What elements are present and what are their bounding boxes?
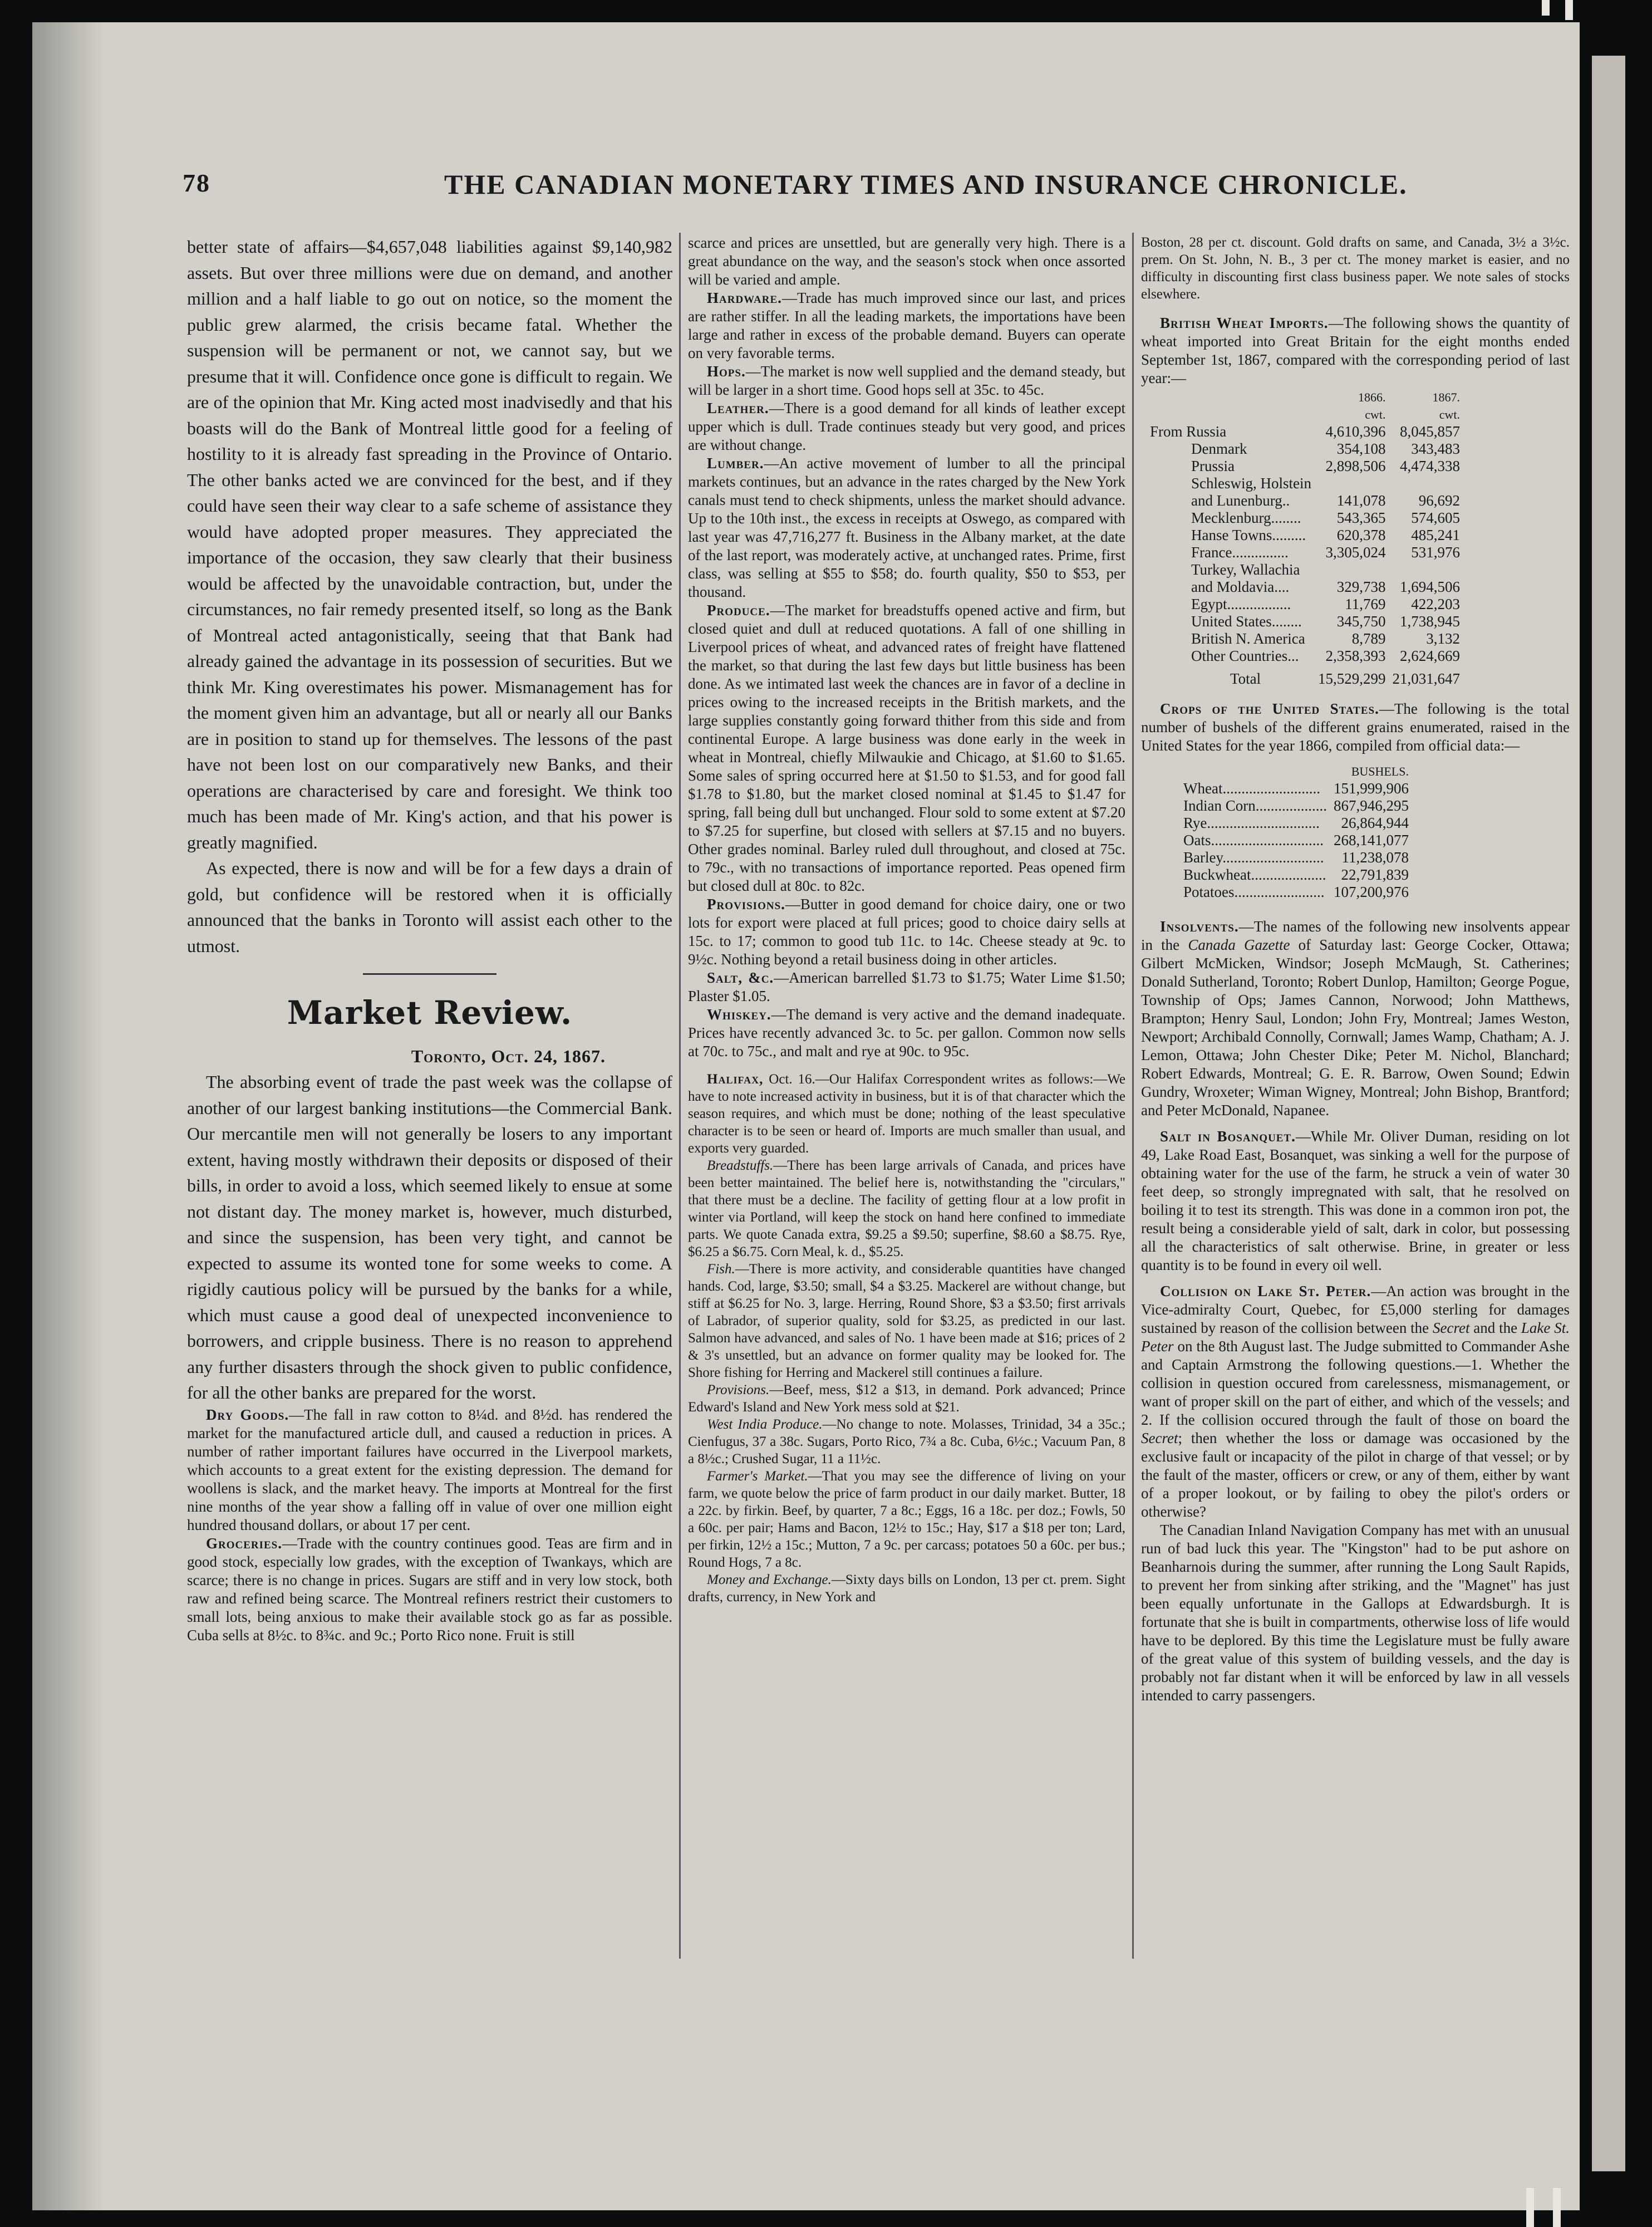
grain-cell: Potatoes........................ [1183,884,1325,900]
fish-paragraph: Fish.—There is more activity, and considerable quantities have changed hands. Cod, large, $3.50; small, $4 a $3.25. Mackerel are without change, but stiff at $6.25 for No. 3, large. Herring, Round Shore, $3 a $3.50; first arrivals of Labrador, of superior quality, sold for $3.25, as predicted in our last. Salmon have advanced, and sales of No. 1 have been made at $16; prices of 2 & 3's unsettled, but an advance on former quality may be looked for. The Shore fishing for Herring and Mackerel still continues a failure. [688,1262,1125,1380]
grain-cell: Indian Corn................... [1183,797,1327,814]
country-cell: Mecklenburg........ [1191,509,1301,526]
leather-paragraph: Leather.—There is a good demand for all kinds of leather except upper which is dull. Trade continues steady but very good, and prices are without change. [688,400,1125,453]
lumber-paragraph: Lumber.—An active movement of lumber to all the principal markets continues, but an advance in the rates charged by the New York canals must tend to check shipments, unless the market should advance. Up to the 10th inst., the excess in receipts at Oswego, as compared with last year was 47,716,277 ft. Business in the Albany market, at the date of the last report, was moderately active, at unchanged rates. Prime, first class, was selling at $55 to $58; do. fourth quality, $50 to $53, per thousand. [688,455,1125,600]
dry-goods-paragraph: Dry Goods.—The fall in raw cotton to 8¼d. and 8½d. has rendered the market for the manufactured article dull, and caused a reduction in prices. A number of rather important failures have occurred in the Liverpool markets, which accounts to a great extent for the existing depression. The demand for woollens is slack, and the market heavy. The imports at Montreal for the first nine months of the year show a falling off in value of over one million eight hundred thousand dollars, or about 17 per cent. [187,1406,672,1533]
editorial-paragraph: As expected, there is now and will be for a few days a drain of gold, but confidence will be restored when it is officially announced that the banks in Toronto will assist each other to the utmost. [187,858,672,956]
page-number: 78 [183,169,210,197]
crops-paragraph: Crops of the United States.—The following is the total number of bushels of the different grains enumerated, raised in the United States for the year 1866, compiled from official data:— [1141,700,1570,754]
header-bushels: BUSHELS. [1351,764,1409,778]
value-1867-cell: 4,474,338 [1400,458,1460,474]
crops-table [1180,763,1412,901]
value-1867-cell [1389,561,1464,578]
country-cell: Prussia [1191,458,1235,474]
masthead-title: THE CANADIAN MONETARY TIMES AND INSURANCE CHRONICLE. [444,169,1408,200]
table-unit-row [1147,406,1463,423]
table-row [1147,613,1463,630]
value-1867-cell: 343,483 [1411,440,1460,457]
insolvents-heading: Insolvents. [1160,918,1239,935]
produce-heading: Produce. [707,602,770,619]
table-row [1147,475,1463,492]
market-paragraph: The absorbing event of trade the past week was the collapse of another of our largest banking institutions—the Commercial Bank. Our mercantile men will not generally be losers to any important extent, having mostly withdrawn their deposits or disposed of their bills, in order to avoid a loss, which seemed likely to ensue at some not distant day. The money market is, however, much disturbed, and since the suspension, has been very tight, and cannot be expected to assume its wonted tone for some weeks to come. A rigidly cautious policy will be pursued by the banks for a while, which must cause a good deal of unexpected inconvenience to borrowers, and cripple business. There is no reason to apprehend any further disasters through the shock given to public confidence, for all the other banks are prepared for the worst. [187,1072,672,1402]
wheat-imports-table [1147,389,1463,688]
table-header-row [1147,389,1463,406]
column-1 [187,234,672,2066]
value-1866-cell: 329,738 [1336,578,1386,595]
table-row [1180,849,1412,866]
country-cell: British N. America [1191,630,1305,647]
value-1866-cell: 620,378 [1336,527,1386,543]
money-exchange-paragraph: Money and Exchange.—Sixty days bills on London, 13 per ct. prem. Sight drafts, currency, in New York and [688,1572,1125,1605]
gazette-name: Canada Gazette [1188,936,1290,953]
table-row [1180,815,1412,832]
wheat-imports-heading: British Wheat Imports. [1160,315,1329,331]
hardware-heading: Hardware. [707,290,782,306]
value-1867-cell: 8,045,857 [1400,423,1460,440]
table-row [1180,797,1412,815]
country-cell: and Moldavia.... [1191,578,1290,595]
breadstuffs-paragraph: Breadstuffs.—There has been large arrivals of Canada, and prices have been better maintained. The belief here is, notwithstanding the "circulars," that there must be a decline. The facility of getting flour at a low profit in winter via Portland, will keep the stock on hand here confined to immediate parts. We quote Canada extra, $9.25 a $9.50; superfine, $8.60 a $8.75. Rye, $6.25 a $6.75. Corn Meal, k. d., $5.25. [688,1158,1125,1259]
insolvents-paragraph: Insolvents.—The names of the following new insolvents appear in the Canada Gazette of Saturday last: George Cocker, Ottawa; Gilbert McMicken, Windsor; Joseph McMaugh, St. Catherines; Donald Sutherland, Toronto; Robert Dunlop, Hamilton; George Pogue, Township of Ops; James Cannon, Norwood; John Matthews, Brampton; Henry Saul, London; John Fry, Montreal; James Weston, Newport; Archibald Connolly, Cornwall; James Wamp, Chatham; A. J. Lemon, Ottawa; John Chester Dike; Peter M. Nichol, Blanchard; Robert Edwards, Montreal; G. E. R. Barrow, Owen Sound; Edwin Gundry, Wroxeter; Wiman Wigney, Montreal; John Bishop, Brantford; and Peter McDonald, Napanee. [1141,918,1570,1119]
breadstuffs-heading: Breadstuffs. [707,1158,774,1173]
section-divider [363,973,496,975]
country-cell: Schleswig, Holstein [1191,475,1311,492]
leather-heading: Leather. [707,400,769,416]
header-year-1867: 1867. [1432,390,1460,404]
farmers-market-heading: Farmer's Market. [707,1469,808,1484]
produce-paragraph: Produce.—The market for breadstuffs opened active and firm, but closed quiet and dull at reduced quotations. A fall of one shilling in Liverpool prices of wheat, and advanced rates of freight have flattened the market, so that during the last few days but little business has been done. As we intimated last week the chances are in favor of a decline in prices owing to the increased receipts in the British markets, and the large supplies constantly going forward thither from this side and from continental Europe. A large business was done early in the week in wheat in Montreal, chiefly Milwaukie and Chicago, at $1.60 to $1.65. Some sales of spring occurred here at $1.50 to $1.53, and for good fall $1.78 to $1.80, but the market closed nominal at $1.45 to $1.47 for spring, fall being dull but unchanged. Flour sold to some extent at $7.20 to $7.25 for superfine, but closed with sellers at $7.15 and no buyers. Other grades nominal. Barley ruled dull throughout, and closed at 75c. to 79c., with no transactions of importance reported. Peas opened firm but closed dull at 80c. to 82c. [688,602,1125,894]
collision-heading: Collision on Lake St. Peter. [1160,1283,1371,1299]
provisions-paragraph: Provisions.—Butter in good demand for choice dairy, one or two lots for export were placed at full prices; good to choice dairy sells at 15c. to 17; common to good tub 11c. to 14c. Cheese steady at 9c. to 9½c. Nothing beyond a retail business doing in other articles. [688,896,1125,968]
table-row [1180,866,1412,884]
value-1867-cell: 485,241 [1411,527,1460,543]
halifax-paragraph: Halifax, Oct. 16.—Our Halifax Correspondent writes as follows:—We have to note increased activity in business, but it is of that character which the season requires, and which must be done; nothing of the least speculative character is to be seen or heard of. Imports are much smaller than usual, and exports very guarded. [688,1072,1125,1156]
value-1866-cell: 4,610,396 [1325,423,1386,440]
country-cell: Other Countries... [1191,648,1299,664]
whiskey-heading: Whiskey. [707,1006,771,1023]
salt-paragraph: Salt, &c.—American barrelled $1.73 to $1.75; Water Lime $1.50; Plaster $1.05. [688,969,1125,1004]
grain-cell: Rye.............................. [1183,815,1320,831]
bushels-cell: 107,200,976 [1333,884,1409,900]
table-row [1147,630,1463,648]
bushels-cell: 867,946,295 [1333,797,1409,814]
value-1867-cell: 531,976 [1411,544,1460,561]
hardware-paragraph: Hardware.—Trade has much improved since our last, and prices are rather stiffer. In all the leading markets, the importations have been large and rather in excess of the probable demand. Buyers can operate on very favorable terms. [688,290,1125,361]
inland-navigation-paragraph: The Canadian Inland Navigation Company has met with an unusual run of bad luck this year. The "Kingston" had to be put ashore on Beanharnois during the summer, after running the Long Sault Rapids, to prevent her from sinking after striking, and the "Magnet" has just been equally unfortunate in the Gallops at Edwardsburgh. It is fortunate that she is built in compartments, otherwise loss of life would have to be deplored. By this time the Legislature must be fully aware of the great value of this system of building vessels, and the day is probably not far distant when it will be enforced by law in all vessels intended to carry passengers. [1141,1522,1570,1704]
table-total-row [1147,665,1463,688]
value-1866-cell: 2,358,393 [1325,648,1386,664]
table-row [1180,780,1412,797]
unit-1867: cwt. [1439,408,1460,421]
editorial-paragraph: better state of affairs—$4,657,048 liabilities against $9,140,982 assets. But over three millions were due on demand, and another million and a half liable to go out on notice, so the moment the public grew alarmed, the crisis became fatal. Whether the suspension will be permanent or not, we cannot say, but we presume that it will. Confidence once gone is difficult to regain. We are of the opinion that Mr. King acted most inadvisedly and that his boasts will do the Bank of Montreal little good for a feeling of hostility to it is already fast spreading in the Province of Ontario. The other banks acted we are convinced for the best, and if they could have seen their way clear to a safe scheme of assistance they would have adopted proper measures. They appreciated the importance of the occasion, they saw clearly that their business would be affected by the unavoidable contraction, but, under the circumstances, no fair remedy presented itself, so long as the Bank of Montreal acted antagonistically, seeing that that Bank had already gained the advantage in its possession of securities. But we think Mr. King overestimates his power. Mismanagement has for the moment given him an advantage, but all or nearly all our Banks are in position to stand up for themselves. The lessons of the past have not been lost on our comparatively new Banks, and their operations are characterised by care and foresight. We think too much has been made of Mr. King's action, and that his power is greatly magnified. [187,237,672,852]
value-1866-cell: 354,108 [1336,440,1386,457]
table-row [1147,527,1463,544]
country-cell: Turkey, Wallachia [1191,561,1300,578]
value-1866-cell: 2,898,506 [1325,458,1386,474]
halifax-heading: Halifax, [707,1072,764,1087]
page-header [183,168,1541,207]
table-row [1147,492,1463,509]
total-label: Total [1230,670,1261,687]
country-cell: Hanse Towns......... [1191,527,1306,543]
money-exchange-continued: Boston, 28 per ct. discount. Gold drafts on same, and Canada, 3½ a 3½c. prem. On St. John, N. B., 3 per ct. The money market is easier, and no difficulty in discounting first class business paper. We note sales of stocks elsewhere. [1141,235,1570,302]
salt-bosanquet-paragraph: Salt in Bosanquet.—While Mr. Oliver Duman, residing on lot 49, Lake Road East, Bosanquet, was sinking a well for the purpose of obtaining water for the use of the farm, he struck a vein of water 30 feet deep, so strongly impregnated with salt, that he resolved on boiling it to test its strength. This was done in a common iron pot, the result being a considerable yield of salt, dark in color, but possessing all the characteristics of salt otherwise. Brine, in greater or less quantity is to be found in every oil well. [1141,1128,1570,1273]
farmers-market-paragraph: Farmer's Market.—That you may see the difference of living on your farm, we quote below the price of farm product in our daily market. Butter, 18 a 22c. by firkin. Beef, by quarter, 7 a 8c.; Eggs, 16 a 18c. per doz.; Fowls, 50 a 60c. per pair; Hams and Bacon, 12½ to 15c.; Hay, $17 a $18 per ton; Lard, per firkin, 12½ a 15c.; Mutton, 7 a 9c. per carcass; potatoes 50 a 60c. per bus.; Round Hogs, 7 a 8c. [688,1469,1125,1570]
hops-paragraph: Hops.—The market is now well supplied and the demand steady, but will be larger in a short time. Good hops sell at 35c. to 45c. [688,363,1125,398]
value-1866-cell: 345,750 [1336,613,1386,630]
collision-paragraph: Collision on Lake St. Peter.—An action was brought in the Vice-admiralty Court, Quebec, for £5,000 sterling for damages sustained by reason of the collision between the Secret and the Lake St. Peter on the 8th August last. The Judge submitted to Commander Ashe and Captain Armstrong the following questions.—1. Whether the collision in question occured from carelessness, mismanagement, or want of proper skill on the part of either, and which of the vessels; and 2. If the collision occured through the fault of those on board the Secret; then whether the loss or damage was occasioned by the exclusive fault or incapacity of the pilot in charge of that vessel; or by the fault of the master, officers or crew, or any of them, either by want of a proper lookout, or by failing to obey the pilot's orders or otherwise? [1141,1283,1570,1520]
value-1867-cell: 1,694,506 [1400,578,1460,595]
table-header-row [1180,763,1412,780]
grain-cell: Barley........................... [1183,849,1324,866]
money-exchange-heading: Money and Exchange. [707,1572,832,1587]
value-1866-cell: 3,305,024 [1325,544,1386,561]
value-1867-cell: 422,203 [1411,596,1460,612]
table-row [1147,458,1463,475]
dateline: Toronto, Oct. 24, 1867. [411,1046,606,1066]
grain-cell: Oats.............................. [1183,832,1324,848]
header-year-1866: 1866. [1358,390,1386,404]
adjacent-page-edge [1592,56,1625,2171]
crops-heading: Crops of the United States. [1160,700,1379,717]
value-1867-cell: 1,738,945 [1400,613,1460,630]
bushels-cell: 11,238,078 [1341,849,1409,866]
value-1867-cell [1389,475,1464,492]
unit-1866: cwt. [1365,408,1386,421]
value-1866-cell: 543,365 [1336,509,1386,526]
total-1866: 15,529,299 [1318,670,1386,687]
value-1866-cell [1315,561,1389,578]
groceries-heading: Groceries. [206,1534,283,1552]
wheat-imports-paragraph: British Wheat Imports.—The following shows the quantity of wheat imported into Great Britain for the eight months ended September 1st, 1867, compared with the corresponding period of last year:— [1141,315,1570,386]
newspaper-page [32,22,1580,2210]
fish-heading: Fish. [707,1262,735,1277]
edge-mark [1553,2188,1561,2227]
halifax-provisions-paragraph: Provisions.—Beef, mess, $12 a $13, in demand. Pork advanced; Prince Edward's Island and New York mess sold at $21. [688,1382,1125,1415]
provisions-heading: Provisions. [707,896,785,913]
value-1867-cell: 96,692 [1418,492,1460,509]
groceries-paragraph: Groceries.—Trade with the country continues good. Teas are firm and in good stock, especially low grades, with the exception of Twankays, which are scarce; there is no change in prices. Sugars are stiff and in very low stock, both raw and refined being scarce. The Montreal refiners restrict their customers to small lots, being anxious to make their available stock go as far as possible. Cuba sells at 8½c. to 8¾c. and 9c.; Porto Rico none. Fruit is still [187,1534,672,1644]
market-paragraph: scarce and prices are unsettled, but are generally very high. There is a great abundance on the way, and the season's stock when once assorted will be varied and ample. [688,234,1125,288]
country-cell: From Russia [1150,423,1227,440]
country-cell: France............... [1191,544,1289,561]
market-review-heading: Market Review. [287,994,573,1032]
country-cell: Denmark [1191,440,1247,457]
column-3 [1141,234,1570,2066]
lumber-heading: Lumber. [707,455,764,472]
value-1866-cell: 11,769 [1345,596,1386,612]
west-india-heading: West India Produce. [707,1417,823,1432]
column-rule-1 [679,233,681,1959]
column-rule-2 [1132,233,1134,1959]
table-row [1147,596,1463,613]
table-row [1147,544,1463,561]
value-1866-cell: 8,789 [1351,630,1386,647]
column-2 [688,234,1125,2066]
table-row [1147,648,1463,665]
grain-cell: Wheat.......................... [1183,780,1320,797]
hops-heading: Hops. [707,363,746,380]
salt-heading: Salt, &c. [707,969,774,986]
value-1866-cell [1315,475,1389,492]
bushels-cell: 151,999,906 [1333,780,1409,797]
table-row [1147,440,1463,458]
edge-mark [1565,0,1573,20]
value-1867-cell: 574,605 [1411,509,1460,526]
bushels-cell: 22,791,839 [1341,866,1409,883]
table-row [1180,884,1412,901]
country-cell: and Lunenburg.. [1191,492,1290,509]
edge-mark [1542,0,1550,16]
salt-bosanquet-heading: Salt in Bosanquet. [1160,1128,1296,1145]
value-1867-cell: 2,624,669 [1400,648,1460,664]
value-1867-cell: 3,132 [1426,630,1460,647]
table-row [1147,423,1463,440]
grain-cell: Buckwheat.................... [1183,866,1326,883]
country-cell: United States........ [1191,613,1302,630]
table-row [1147,509,1463,527]
table-row [1147,578,1463,596]
table-row [1147,561,1463,578]
country-cell: Egypt................. [1191,596,1291,612]
west-india-paragraph: West India Produce.—No change to note. Molasses, Trinidad, 34 a 35c.; Cienfugus, 37 a 38c. Sugars, Porto Rico, 7¾ a 8c. Cuba, 6½c.; Vacuum Pan, 8 a 8½c.; Crushed Sugar, 11 a 11½c. [688,1417,1125,1466]
halifax-provisions-heading: Provisions. [707,1382,770,1397]
table-row [1180,832,1412,849]
edge-mark [1526,2188,1534,2227]
bushels-cell: 26,864,944 [1341,815,1409,831]
whiskey-paragraph: Whiskey.—The demand is very active and the demand inadequate. Prices have recently advanced 3c. to 5c. per gallon. Common now sells at 70c. to 75c., and malt and rye at 90c. to 95c. [688,1006,1125,1059]
total-1867: 21,031,647 [1392,670,1460,687]
value-1866-cell: 141,078 [1336,492,1386,509]
bushels-cell: 268,141,077 [1333,832,1409,848]
dry-goods-heading: Dry Goods. [206,1406,289,1423]
